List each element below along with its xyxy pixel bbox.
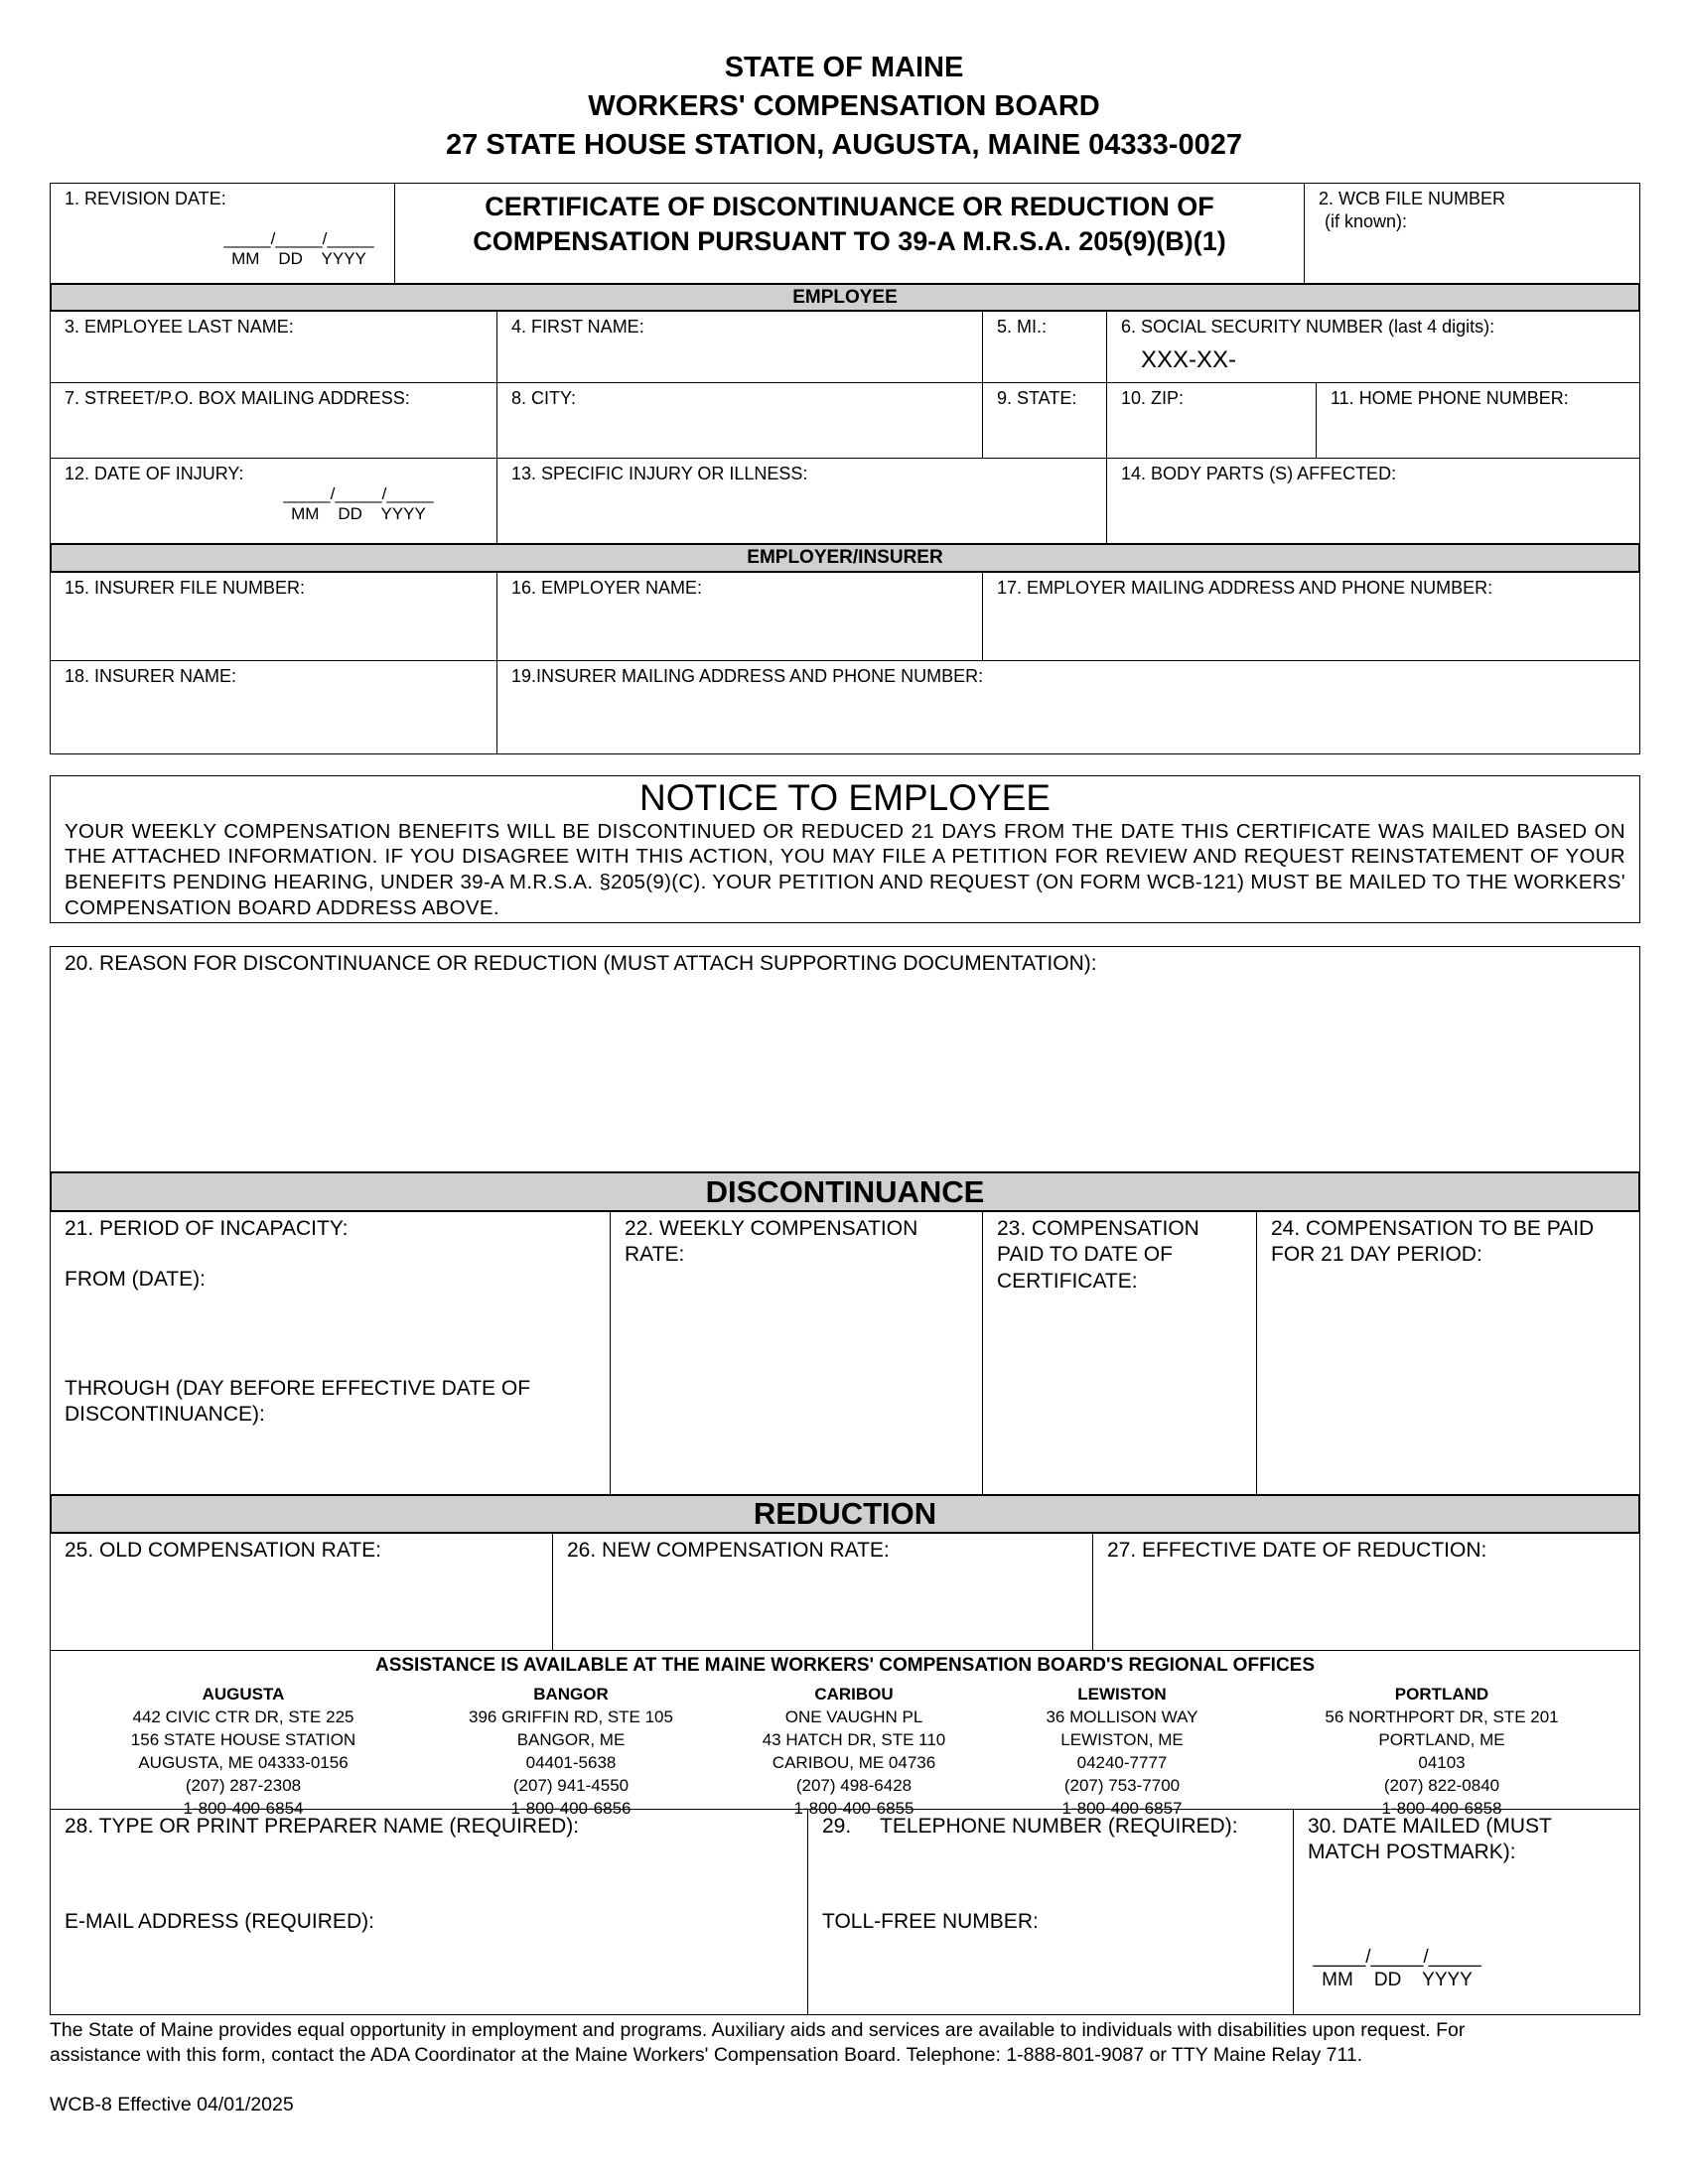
email-label: E-MAIL ADDRESS (REQUIRED): (65, 1910, 374, 1933)
employee-last-name-field[interactable] (50, 311, 497, 383)
field-label: 20. REASON FOR DISCONTINUANCE OR REDUCTION (MUST ATTACH SUPPORTING DOCUMENTATION): (65, 952, 1097, 975)
insurer-address-field[interactable] (496, 660, 1640, 754)
telephone-field[interactable] (807, 1809, 1294, 2015)
notice-to-employee (50, 775, 1640, 923)
form-title: CERTIFICATE OF DISCONTINUANCE OR REDUCTION OF COMPENSATION PURSUANT TO 39-A M.R.S.A. 205(9)(B)(1) (394, 183, 1305, 284)
footer-ada-notice: The State of Maine provides equal opportunity in employment and programs. Auxiliary aids and services are available to individuals with disabilities upon request. For assistance with this form, contact the ADA Coordinator at the Maine Workers' Compensation Board. Telephone: 1-888-801-9087 or TTY Maine Relay 711. (50, 2019, 1466, 2067)
date-mailed-field[interactable]: 30. DATE MAILED (MUST MATCH POSTMARK): _____/_____/_____ MM DD YYYY (1293, 1809, 1640, 2015)
field-label: 30. DATE MAILED (MUST MATCH POSTMARK): (1308, 1815, 1552, 1864)
effective-date-field[interactable] (1092, 1533, 1640, 1651)
ssn-field[interactable] (1106, 311, 1640, 383)
revision-date-label: 1. REVISION DATE: (65, 189, 226, 208)
office-name: LEWISTON (1077, 1685, 1167, 1704)
insurer-file-number-field[interactable] (50, 572, 497, 661)
employer-address-field[interactable] (982, 572, 1640, 661)
first-name-field[interactable] (496, 311, 983, 383)
office-l2: PORTLAND, ME (1378, 1729, 1505, 1749)
office-l2: BANGOR, ME (516, 1729, 626, 1749)
office-l1: 56 NORTHPORT DR, STE 201 (1325, 1706, 1559, 1726)
field-label: 23. COMPENSATION PAID TO DATE OF CERTIFICATE: (997, 1217, 1199, 1293)
field-label: 7. STREET/P.O. BOX MAILING ADDRESS: (65, 388, 410, 408)
reason-field[interactable] (50, 946, 1640, 1172)
old-rate-field[interactable] (50, 1533, 553, 1651)
field-label: 8. CITY: (511, 388, 577, 408)
state-field[interactable] (982, 382, 1107, 459)
new-rate-field[interactable] (552, 1533, 1093, 1651)
zip-field[interactable] (1106, 382, 1317, 459)
if-known-label: (if known): (1325, 211, 1408, 232)
field-label: 3. EMPLOYEE LAST NAME: (65, 317, 294, 337)
office-name: AUGUSTA (202, 1685, 285, 1704)
through-date-label: THROUGH (DAY BEFORE EFFECTIVE DATE OF DISCONTINUANCE): (65, 1377, 531, 1427)
date-units: MM DD YYYY (231, 249, 366, 269)
office-phone: (207) 822-0840 (1383, 1775, 1500, 1795)
preparer-name-field[interactable] (50, 1809, 808, 2015)
notice-title: NOTICE TO EMPLOYEE (639, 777, 1051, 818)
header-board: WORKERS' COMPENSATION BOARD (588, 90, 1100, 122)
field-label: 24. COMPENSATION TO BE PAID FOR 21 DAY PERIOD: (1271, 1217, 1595, 1267)
field-label: 16. EMPLOYER NAME: (511, 578, 703, 598)
office-l2: 156 STATE HOUSE STATION (130, 1729, 356, 1749)
field-label: 27. EFFECTIVE DATE OF REDUCTION: (1107, 1539, 1487, 1562)
date-of-injury-field[interactable]: 12. DATE OF INJURY: _____/_____/_____ MM DD YYYY (50, 458, 497, 544)
office-toll: 1-800-400-6857 (1061, 1798, 1183, 1818)
office-l1: 396 GRIFFIN RD, STE 105 (469, 1706, 673, 1726)
field-label: 14. BODY PARTS (S) AFFECTED: (1121, 464, 1397, 483)
office-l2: 43 HATCH DR, STE 110 (762, 1729, 946, 1749)
notice-body: YOUR WEEKLY COMPENSATION BENEFITS WILL BE DISCONTINUED OR REDUCED 21 DAYS FROM THE DATE THIS CERTIFICATE WAS MAILED BASED ON THE ATTACHED INFORMATION. IF YOU DISAGREE WITH THIS ACTION, YOU MAY FILE A PETITION FOR REVIEW AND REQUEST REINSTATEMENT OF YOUR BENEFITS PENDING HEARING, UNDER 39-A M.R.S.A. §205(9)(C). YOUR PETITION AND REQUEST (ON FORM WCB-121) MUST BE MAILED TO THE WORKERS' COMPENSATION BOARD ADDRESS ABOVE. (65, 819, 1625, 919)
field-label: 29. TELEPHONE NUMBER (REQUIRED): (822, 1815, 1238, 1838)
field-label: 19.INSURER MAILING ADDRESS AND PHONE NUMBER: (511, 666, 984, 686)
office-portland (1293, 1684, 1591, 1821)
office-l1: 442 CIVIC CTR DR, STE 225 (132, 1706, 354, 1726)
field-label: 28. TYPE OR PRINT PREPARER NAME (REQUIRED): (65, 1815, 580, 1838)
field-label: 21. PERIOD OF INCAPACITY: (65, 1217, 349, 1240)
office-phone: (207) 498-6428 (795, 1775, 913, 1795)
ssn-prefix: XXX-XX- (1141, 346, 1237, 374)
compensation-21-day-field[interactable] (1256, 1211, 1640, 1495)
office-caribou (705, 1684, 1003, 1821)
section-employee: EMPLOYEE (50, 283, 1640, 312)
office-phone: (207) 287-2308 (185, 1775, 302, 1795)
header-state: STATE OF MAINE (724, 52, 964, 83)
field-label: 15. INSURER FILE NUMBER: (65, 578, 306, 598)
office-bangor (422, 1684, 720, 1821)
from-date-label: FROM (DATE): (65, 1268, 206, 1292)
revision-date-field[interactable] (50, 183, 395, 284)
specific-injury-field[interactable] (496, 458, 1107, 544)
compensation-paid-field[interactable] (982, 1211, 1257, 1495)
wcb-file-label: 2. WCB FILE NUMBER (1319, 189, 1506, 208)
body-parts-field[interactable] (1106, 458, 1640, 544)
office-l3: 04103 (1418, 1752, 1466, 1772)
office-l3: 04240-7777 (1076, 1752, 1168, 1772)
home-phone-field[interactable] (1316, 382, 1640, 459)
office-l2: LEWISTON, ME (1060, 1729, 1184, 1749)
office-toll: 1-800-400-6858 (1381, 1798, 1502, 1818)
employer-name-field[interactable] (496, 572, 983, 661)
section-reduction: REDUCTION (50, 1494, 1640, 1534)
date-blank: _____/_____/_____ (223, 229, 374, 248)
office-l3: CARIBOU, ME 04736 (772, 1752, 936, 1772)
field-label: 12. DATE OF INJURY: (65, 464, 244, 483)
period-of-incapacity-field[interactable] (50, 1211, 611, 1495)
section-employer-insurer: EMPLOYER/INSURER (50, 543, 1640, 573)
office-l3: AUGUSTA, ME 04333-0156 (138, 1752, 349, 1772)
office-l1: ONE VAUGHN PL (784, 1706, 923, 1726)
wcb-file-number-field[interactable] (1304, 183, 1640, 284)
office-l3: 04401-5638 (525, 1752, 617, 1772)
field-label: 22. WEEKLY COMPENSATION RATE: (625, 1217, 918, 1267)
office-l1: 36 MOLLISON WAY (1046, 1706, 1198, 1726)
toll-free-label: TOLL-FREE NUMBER: (822, 1910, 1039, 1933)
form-id: WCB-8 Effective 04/01/2025 (50, 2094, 294, 2116)
field-label: 25. OLD COMPENSATION RATE: (65, 1539, 381, 1562)
office-name: CARIBOU (814, 1685, 894, 1704)
header-address: 27 STATE HOUSE STATION, AUGUSTA, MAINE 04333-0027 (446, 129, 1242, 161)
office-name: BANGOR (533, 1685, 609, 1704)
office-toll: 1-800-400-6856 (510, 1798, 632, 1818)
mi-field[interactable] (982, 311, 1107, 383)
office-toll: 1-800-400-6854 (183, 1798, 304, 1818)
weekly-rate-field[interactable] (610, 1211, 983, 1495)
field-label: 13. SPECIFIC INJURY OR ILLNESS: (511, 464, 808, 483)
field-label: 5. MI.: (997, 317, 1048, 337)
office-name: PORTLAND (1394, 1685, 1489, 1704)
field-label: 10. ZIP: (1121, 388, 1185, 408)
office-lewiston (973, 1684, 1271, 1821)
field-label: 11. HOME PHONE NUMBER: (1331, 388, 1569, 408)
office-phone: (207) 753-7700 (1063, 1775, 1181, 1795)
field-label: 6. SOCIAL SECURITY NUMBER (last 4 digits): (1121, 317, 1495, 337)
field-label: 17. EMPLOYER MAILING ADDRESS AND PHONE NUMBER: (997, 578, 1493, 598)
city-field[interactable] (496, 382, 983, 459)
field-label: 9. STATE: (997, 388, 1077, 408)
section-discontinuance: DISCONTINUANCE (50, 1171, 1640, 1212)
field-label: 18. INSURER NAME: (65, 666, 237, 686)
field-label: 4. FIRST NAME: (511, 317, 644, 337)
office-toll: 1-800-400-6855 (793, 1798, 914, 1818)
field-label: 26. NEW COMPENSATION RATE: (567, 1539, 890, 1562)
office-augusta (94, 1684, 392, 1821)
insurer-name-field[interactable] (50, 660, 497, 754)
assistance-title: ASSISTANCE IS AVAILABLE AT THE MAINE WORKERS' COMPENSATION BOARD'S REGIONAL OFFICES (374, 1655, 1316, 1676)
office-phone: (207) 941-4550 (512, 1775, 630, 1795)
mailing-address-field[interactable] (50, 382, 497, 459)
